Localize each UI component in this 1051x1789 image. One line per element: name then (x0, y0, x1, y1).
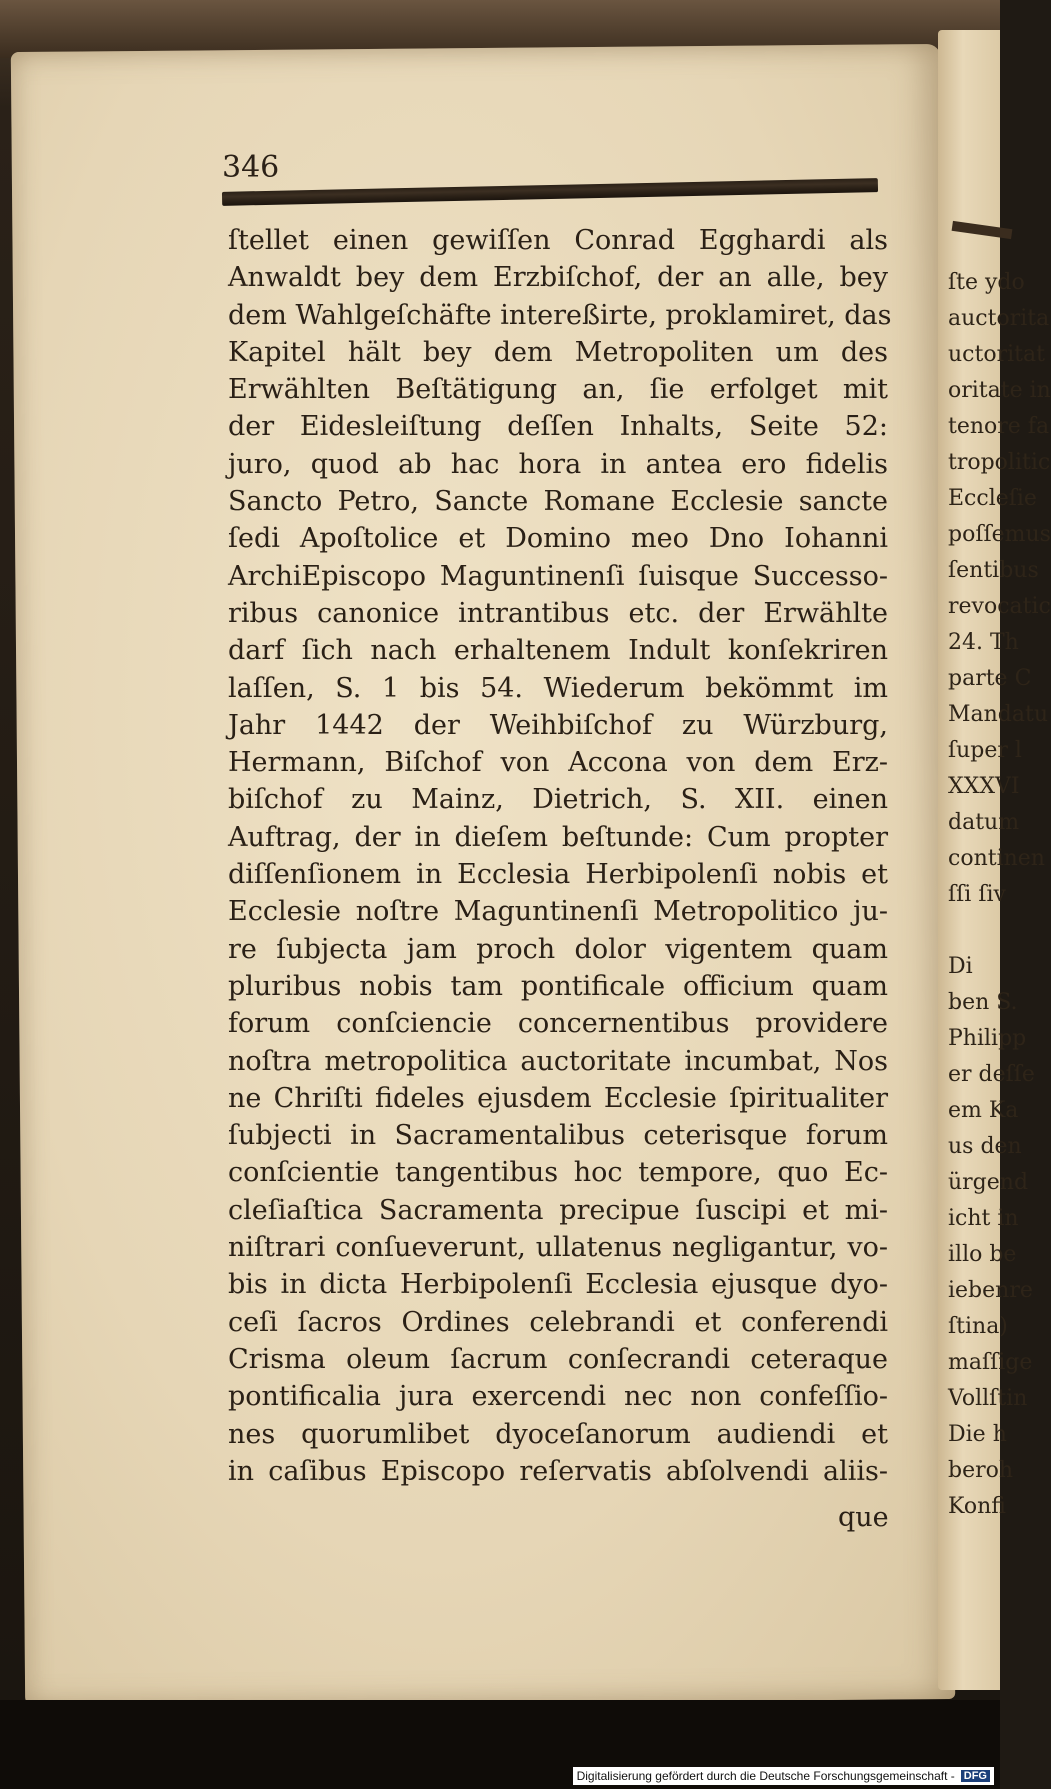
next-page-line: Eccleſie (948, 486, 1037, 511)
next-page-edge (938, 30, 1051, 1690)
next-page-line: oritate in (948, 378, 1051, 403)
next-page-line: tropolitic (948, 450, 1051, 475)
next-page-line: XXXVI (948, 774, 1020, 799)
next-page-line: ſentibus (948, 558, 1039, 583)
next-page-line: continen (948, 846, 1045, 871)
text-line: cleſiaſtica Sacramenta precipue ſuscipi et mi- (228, 1194, 888, 1226)
next-page-line (948, 918, 1051, 954)
text-line: Sancto Petro, Sancte Romane Ecclesie sancte (228, 486, 888, 518)
text-line: der Eidesleiſtung deſſen Inhalts, Seite 52: (228, 411, 888, 443)
text-line: biſchof zu Mainz, Dietrich, S. XII. einen (228, 784, 888, 816)
next-page-line: illo be (948, 1242, 1017, 1267)
text-line: forum conſciencie concernentibus providere (228, 1008, 888, 1040)
text-line: re ſubjecta jam proch dolor vigentem quam (228, 933, 888, 965)
next-page-line: ben S. (948, 990, 1018, 1015)
text-line: Jahr 1442 der Weihbiſchof zu Würzburg, (228, 709, 888, 741)
text-line: ſubjecti in Sacramentalibus ceterisque forum (228, 1120, 888, 1152)
text-line: juro, quod ab hac hora in antea ero fidelis (228, 448, 888, 480)
text-line: nes quorumlibet dyoceſanorum audiendi et (228, 1418, 888, 1450)
text-line: Erwählten Beſtätigung an, ſie erfolget mit (228, 374, 888, 406)
text-line: Ecclesie noſtre Maguntinenſi Metropolitico ju- (228, 896, 888, 928)
next-page-line: maſſige (948, 1350, 1033, 1375)
next-page-line: ſte ydo (948, 270, 1025, 295)
text-line: bis in dicta Herbipolenſi Ecclesia ejusque dyo- (228, 1269, 888, 1301)
text-line: ſedi Apoſtolice et Domino meo Dno Iohanni (228, 523, 888, 555)
catchword: que (838, 1502, 889, 1533)
next-page-line: ſſi ſiv (948, 882, 1006, 907)
next-page-line: ſuper l (948, 738, 1022, 763)
text-line: darf ſich nach erhaltenem Indult konſekriren (228, 635, 888, 667)
page-number: 346 (222, 150, 280, 185)
next-page-line: iebenre (948, 1278, 1033, 1303)
text-line: ſtellet einen gewiſſen Conrad Egghardi als (228, 225, 888, 256)
next-page-line: poſſemus (948, 522, 1051, 547)
credit-text: Digitalisierung gefördert durch die Deutsche Forschungsgemeinschaft - (576, 1769, 955, 1783)
page-body-text (228, 222, 892, 1490)
text-line: Crisma oleum ſacrum conſecrandi ceteraque (228, 1343, 888, 1375)
next-page-line: datum (948, 810, 1020, 835)
next-page-line: Die h (948, 1422, 1007, 1447)
text-line: conſcientie tangentibus hoc tempore, quo Ec- (228, 1157, 888, 1189)
text-line: laſſen, S. 1 bis 54. Wiederum bekömmt im (228, 672, 888, 704)
text-line: Anwaldt bey dem Erzbiſchof, der an alle, bey (228, 262, 888, 294)
next-page-header-rule (952, 221, 1013, 239)
text-line: in caſibus Episcopo reſervatis abſolvendi aliis- (228, 1455, 888, 1487)
next-page-line: ſtina) (948, 1314, 1008, 1339)
next-page-line: 24. Th (948, 630, 1019, 655)
next-page-line: auctorita (948, 306, 1050, 331)
text-line: niſtrari conſueverunt, ullatenus negligantur, vo- (228, 1232, 888, 1264)
text-line: pluribus nobis tam pontificale officium quam (228, 970, 888, 1002)
text-line: ceſi ſacros Ordines celebrandi et conferendi (228, 1306, 888, 1338)
text-line: ArchiEpiscopo Maguntinenſi ſuisque Successo- (228, 560, 888, 592)
dfg-logo: DFG (961, 1770, 990, 1782)
text-line: Hermann, Biſchof von Accona von dem Erz- (228, 747, 888, 779)
text-line: Auftrag, der in dieſem beſtunde: Cum propter (228, 821, 888, 853)
next-page-line: uctoritat (948, 342, 1045, 367)
text-line: pontificalia jura exercendi nec non confeſſio- (228, 1381, 888, 1413)
next-page-line: ürgend (948, 1170, 1029, 1195)
next-page-line: tenore fa (948, 414, 1050, 439)
next-page-line: icht in (948, 1206, 1019, 1231)
next-page-line: parte C (948, 666, 1032, 691)
next-page-line: revocatic (948, 594, 1051, 619)
text-line: ne Chriſti fideles ejusdem Ecclesie ſpiritualiter (228, 1082, 888, 1114)
digitization-credit (573, 1767, 994, 1785)
next-page-line: em Ka (948, 1098, 1019, 1123)
next-page-line: Vollſtin (948, 1386, 1028, 1411)
next-page-line: Philipp (948, 1026, 1027, 1051)
text-line: diſſenſionem in Ecclesia Herbipolenſi nobis et (228, 859, 888, 891)
next-page-line: Di (948, 954, 973, 979)
next-page-line: er deſſe (948, 1062, 1035, 1087)
next-page-line: Konfi (948, 1494, 1006, 1519)
next-page-lines (938, 270, 1051, 1530)
text-line: noſtra metropolitica auctoritate incumbat, Nos (228, 1045, 888, 1077)
next-page-line: Mandatu (948, 702, 1049, 727)
text-line: dem Wahlgeſchäfte intereßirte, proklamiret, das (228, 299, 892, 331)
text-line: Kapitel hält bey dem Metropoliten um des (228, 336, 888, 368)
next-page-line: beroh (948, 1458, 1014, 1483)
text-line: ribus canonice intrantibus etc. der Erwählte (228, 597, 888, 629)
next-page-line: us den (948, 1134, 1022, 1159)
